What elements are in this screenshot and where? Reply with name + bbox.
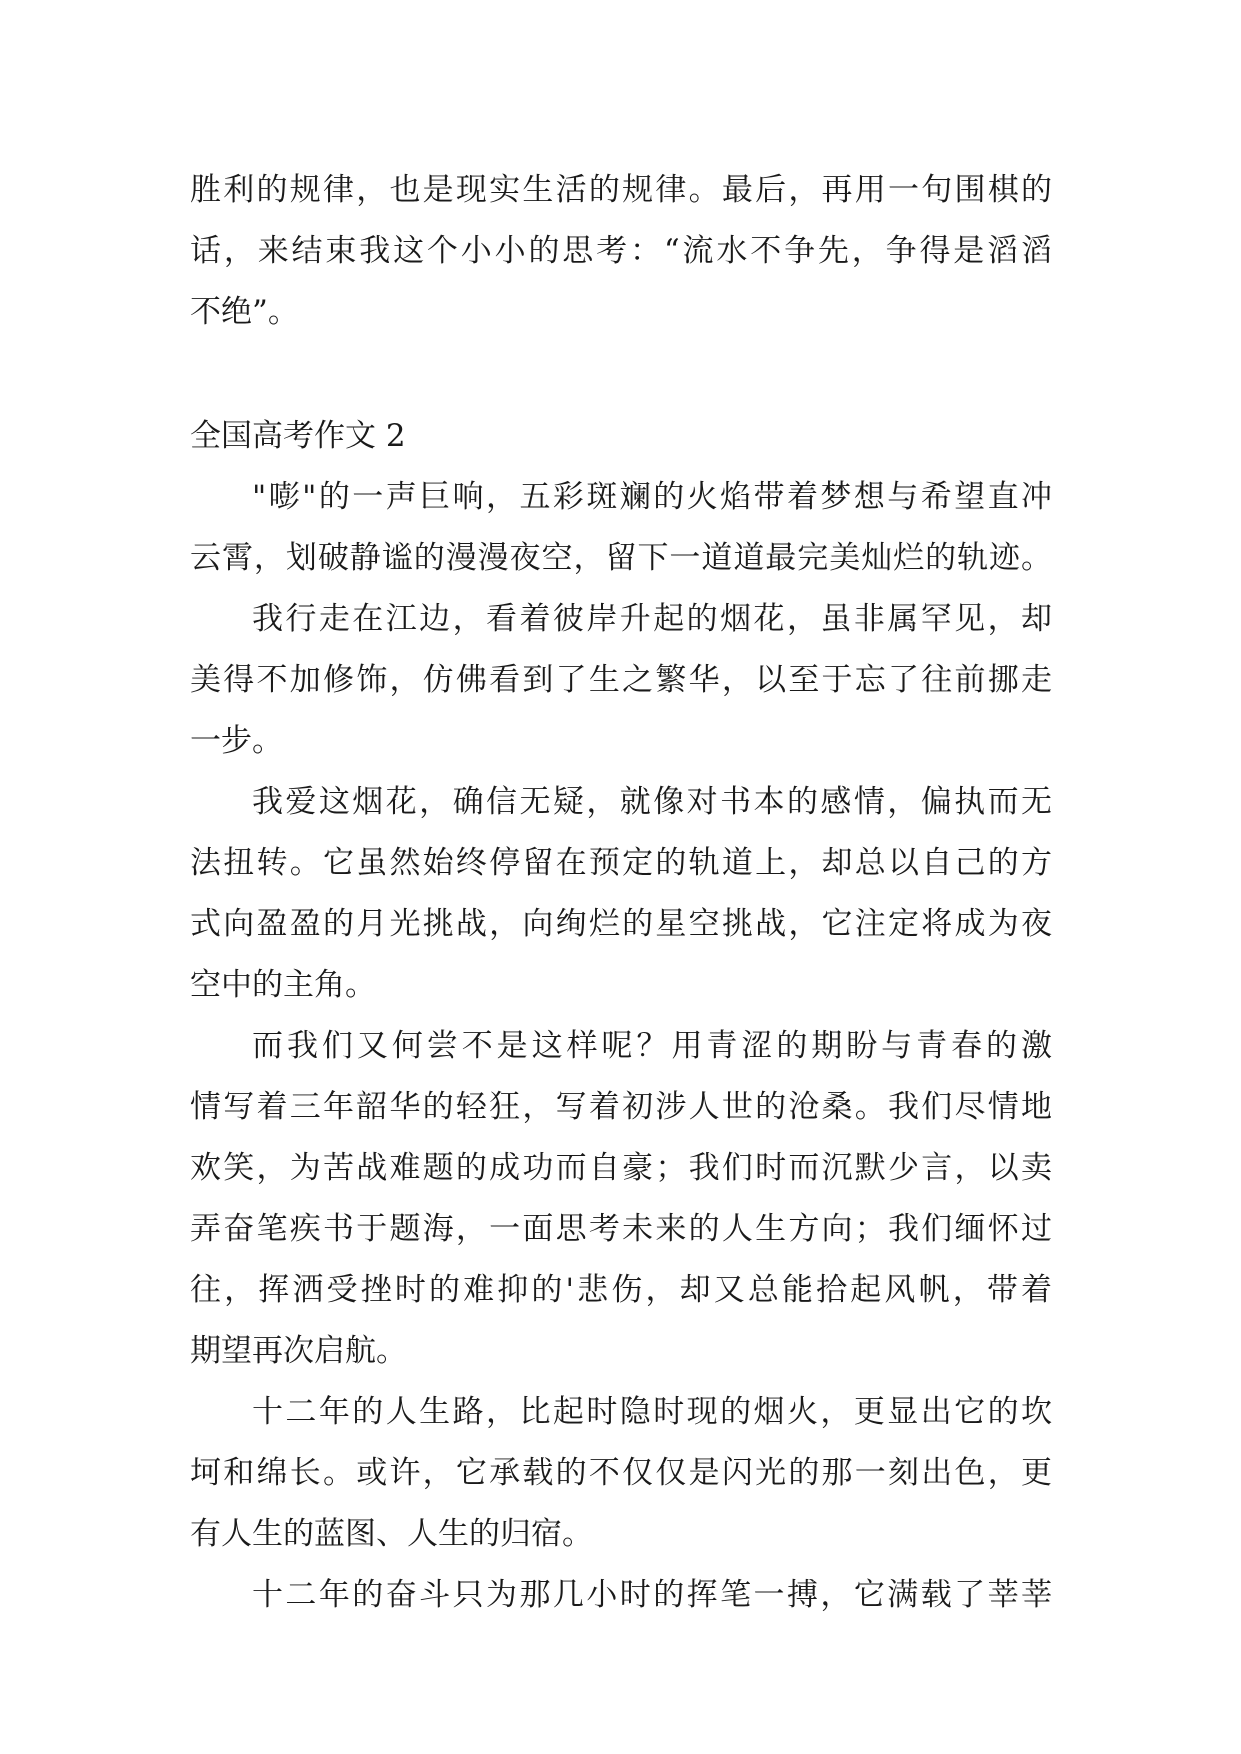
- intro-paragraph: [190, 160, 1052, 343]
- text-line: 法扭转。它虽然始终停留在预定的轨道上，却总以自己的方: [190, 845, 1052, 881]
- text-line: 弄奋笔疾书于题海，一面思考未来的人生方向；我们缅怀过: [190, 1211, 1052, 1247]
- text-line: 而我们又何尝不是这样呢？用青涩的期盼与青春的激: [252, 1028, 1052, 1064]
- paragraph-1: [190, 467, 1052, 589]
- text-line: 十二年的奋斗只为那几小时的挥笔一搏，它满载了莘莘: [252, 1577, 1052, 1613]
- paragraph-5: [190, 1382, 1052, 1565]
- text-line: 欢笑，为苦战难题的成功而自豪；我们时而沉默少言，以卖: [190, 1150, 1052, 1186]
- text-line: "嘭"的一声巨响，五彩斑斓的火焰带着梦想与希望直冲: [252, 479, 1052, 515]
- text-line: 式向盈盈的月光挑战，向绚烂的星空挑战，它注定将成为夜: [190, 906, 1052, 942]
- text-line: 云霄，划破静谧的漫漫夜空，留下一道道最完美灿烂的轨迹。: [190, 540, 1052, 576]
- text-line: 坷和绵长。或许，它承载的不仅仅是闪光的那一刻出色，更: [190, 1455, 1052, 1491]
- paragraph-3: [190, 772, 1052, 1016]
- text-line: 期望再次启航。: [190, 1333, 407, 1369]
- text-line: 一步。: [190, 723, 283, 759]
- paragraph-4: [190, 1016, 1052, 1382]
- text-line: 胜利的规律，也是现实生活的规律。最后，再用一句围棋的: [190, 172, 1052, 208]
- paragraph-2: [190, 589, 1052, 772]
- text-line: 往，挥洒受挫时的难抑的'悲伤，却又总能拾起风帆，带着: [190, 1272, 1052, 1308]
- text-line: 空中的主角。: [190, 967, 376, 1003]
- document-page: [190, 160, 1052, 1626]
- text-line: 不绝”。: [190, 294, 299, 330]
- text-line: 我行走在江边，看着彼岸升起的烟花，虽非属罕见，却: [252, 601, 1052, 637]
- text-line: 有人生的蓝图、人生的归宿。: [190, 1516, 593, 1552]
- section-gap: [190, 343, 1052, 406]
- text-line: 我爱这烟花，确信无疑，就像对书本的感情，偏执而无: [252, 784, 1052, 820]
- text-line: 十二年的人生路，比起时隐时现的烟火，更显出它的坎: [252, 1394, 1052, 1430]
- text-line: 话，来结束我这个小小的思考：“流水不争先，争得是滔滔: [190, 233, 1052, 269]
- text-line: 美得不加修饰，仿佛看到了生之繁华，以至于忘了往前挪走: [190, 662, 1052, 698]
- paragraph-6: [190, 1565, 1052, 1626]
- text-line: 情写着三年韶华的轻狂，写着初涉人世的沧桑。我们尽情地: [190, 1089, 1052, 1125]
- section-title: 全国高考作文 2: [190, 418, 406, 454]
